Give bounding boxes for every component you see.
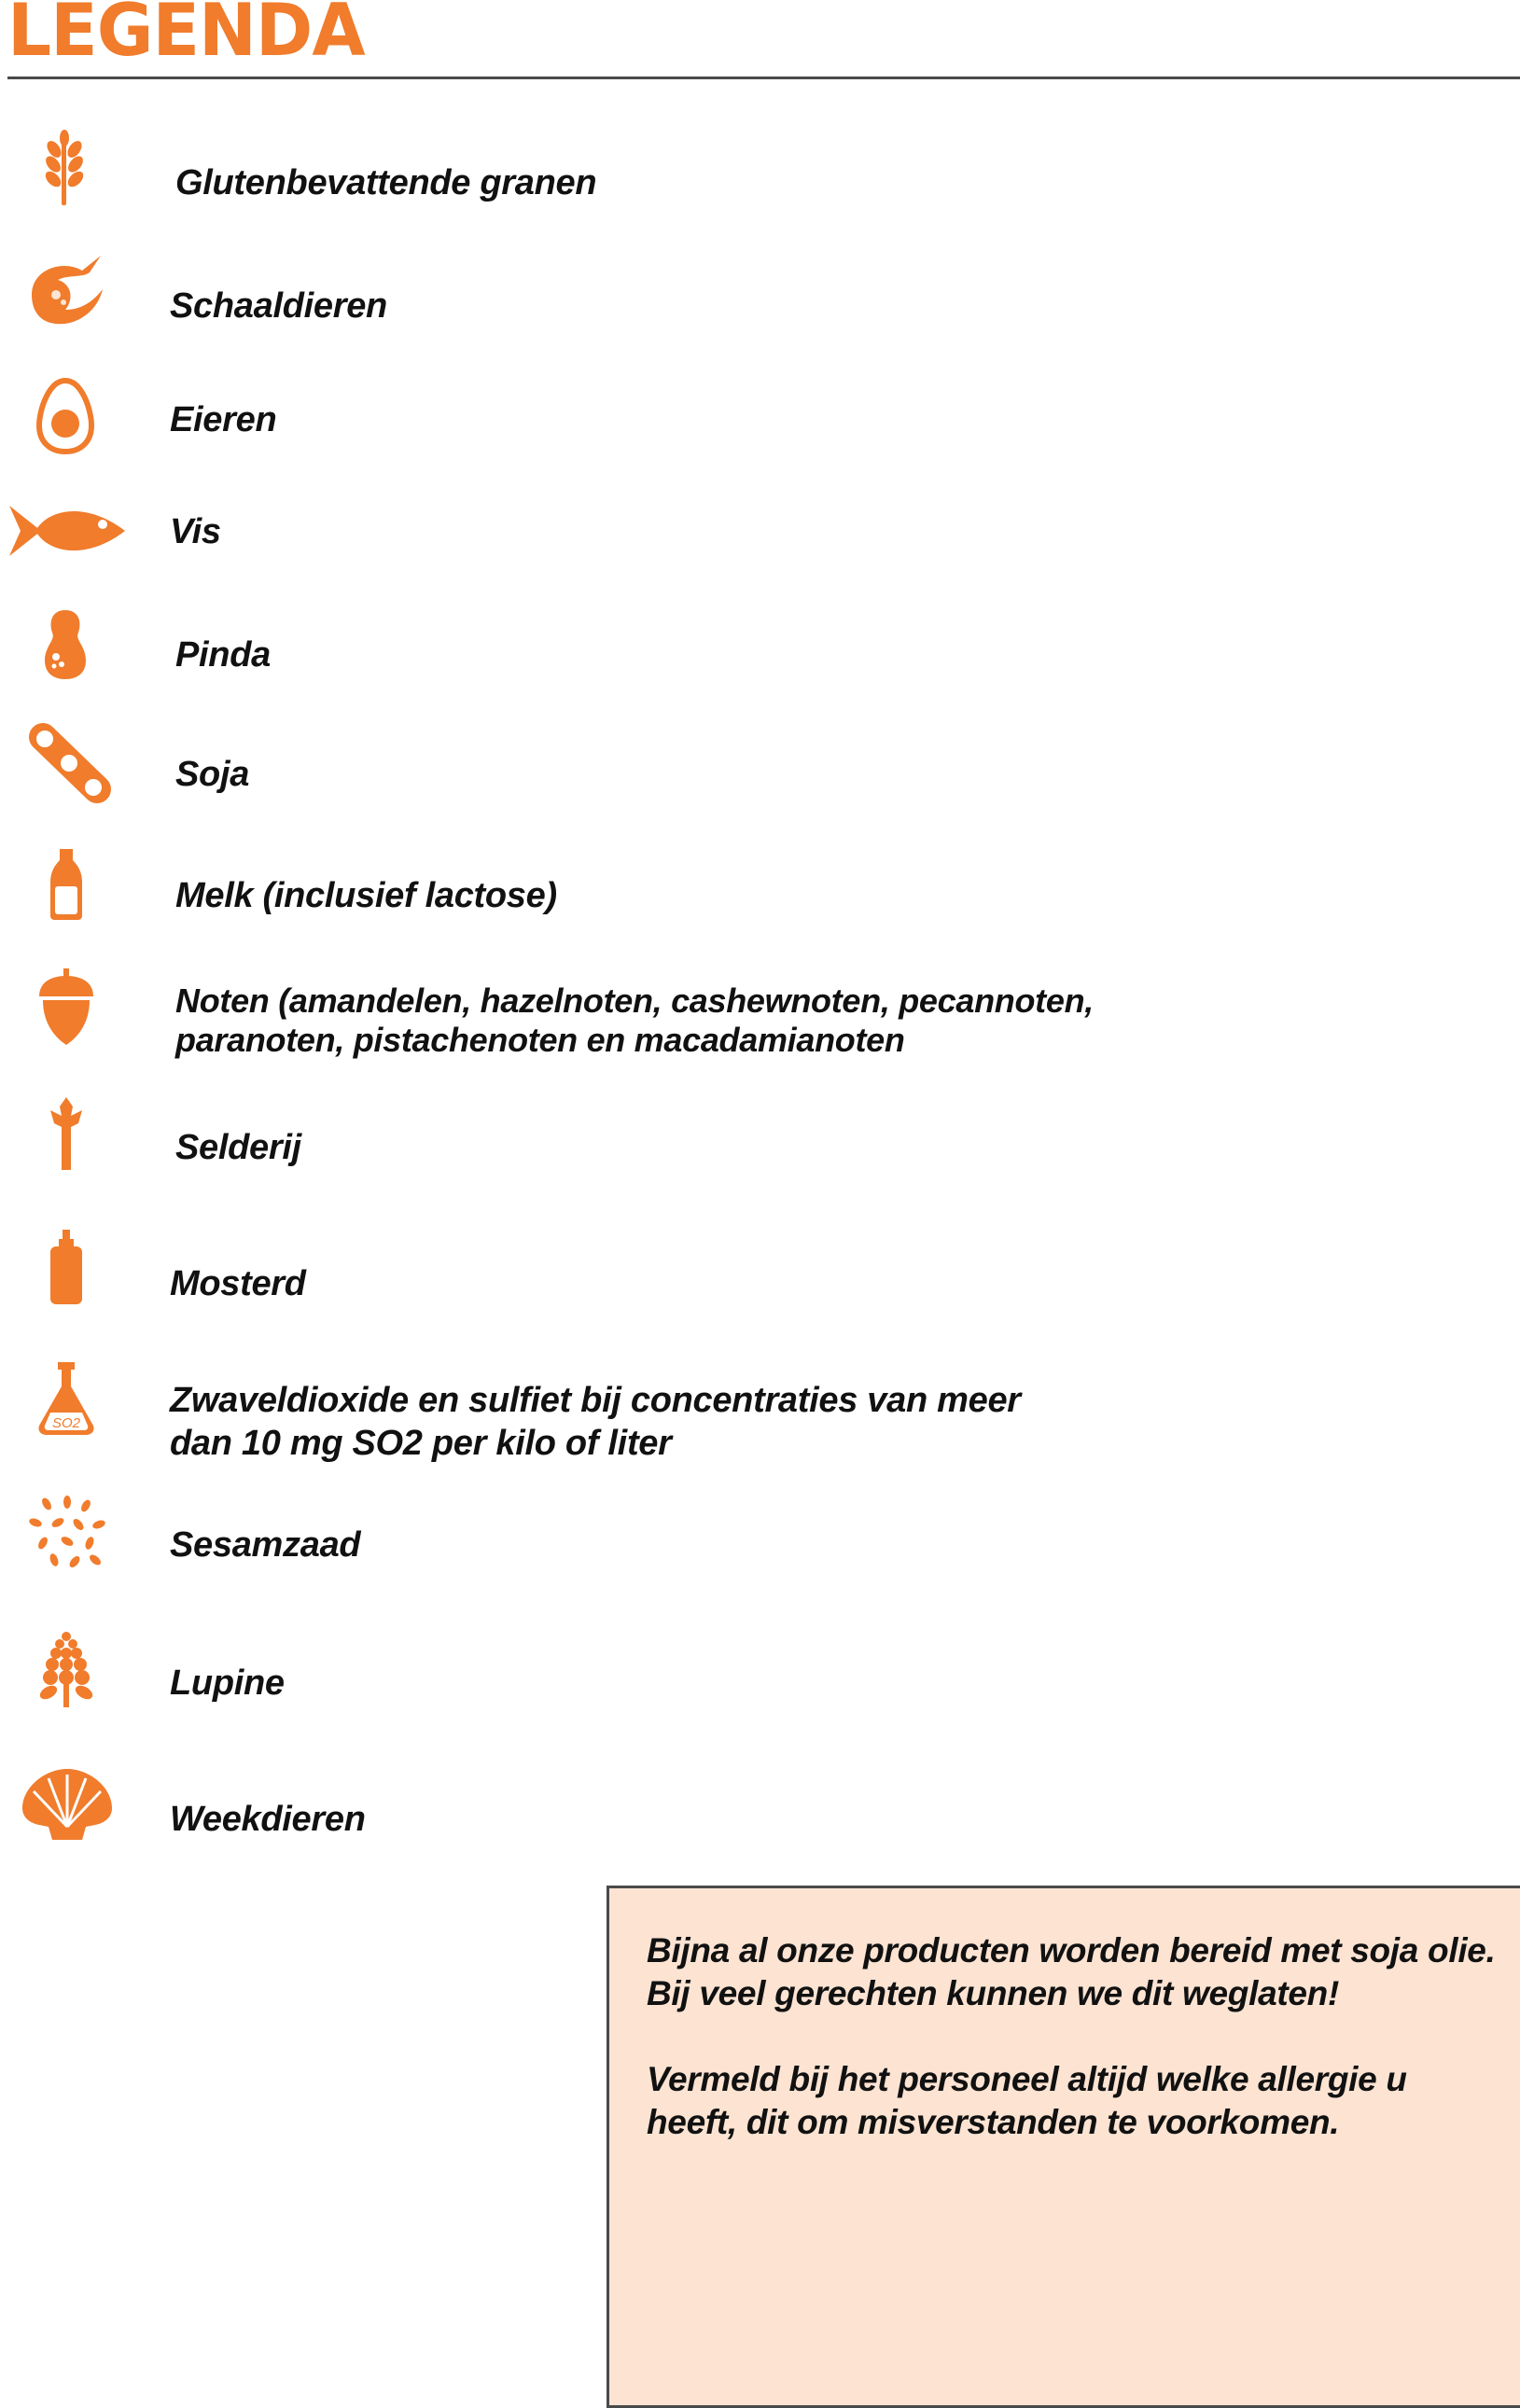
acorn-icon	[35, 968, 97, 1045]
allergen-row-celery	[0, 1097, 1520, 1167]
allergen-row-sesame	[0, 1498, 1520, 1565]
celery-icon	[45, 1097, 88, 1170]
milk-bottle-icon	[49, 847, 84, 920]
notice-paragraph: Vermeld bij het personeel altijd welke allergie u heeft, dit om misverstanden te voorkomen.	[647, 2060, 1407, 2141]
svg-text:SO2: SO2	[51, 1415, 81, 1431]
shell-icon	[21, 1765, 114, 1844]
peanut-icon	[43, 608, 88, 679]
allergen-row-sulphite	[0, 1360, 1520, 1463]
egg-icon	[35, 377, 95, 455]
allergen-row-shellfish	[0, 252, 1520, 326]
allergen-label: Eieren	[170, 400, 277, 439]
allergen-label: Noten (amandelen, hazelnoten, cashewnoten, pecannoten, paranoten, pistachenoten en macadamianoten	[175, 981, 1094, 1059]
allergen-row-peanut	[0, 608, 1520, 675]
title-divider	[7, 77, 1520, 79]
allergen-label: Sesamzaad	[170, 1525, 361, 1565]
allergen-row-molluscs	[0, 1765, 1520, 1839]
notice-paragraph: Bijna al onze producten worden bereid met soja olie. Bij veel gerechten kunnen we dit weglaten!	[647, 1931, 1496, 2012]
sesame-seeds-icon	[30, 1498, 105, 1569]
allergen-row-gluten	[0, 131, 1520, 202]
soybean-icon	[32, 726, 106, 800]
allergen-label: Selderij	[175, 1128, 301, 1167]
allergen-label: Schaaldieren	[170, 286, 387, 326]
allergen-label: Zwaveldioxide en sulfiet bij concentraties van meer dan 10 mg SO2 per kilo of liter	[170, 1381, 1021, 1463]
allergen-label: Lupine	[170, 1663, 285, 1703]
allergen-label: Pinda	[175, 635, 271, 675]
flask-so2-icon	[35, 1360, 97, 1437]
wheat-icon	[35, 131, 93, 205]
shrimp-icon	[26, 252, 105, 330]
allergen-label: Glutenbevattende granen	[175, 163, 597, 202]
allergen-label: Mosterd	[170, 1264, 306, 1303]
allergen-row-lupine	[0, 1631, 1520, 1703]
allergen-label: Melk (inclusief lactose)	[175, 876, 557, 915]
fish-icon	[7, 502, 127, 560]
allergen-label: Soja	[175, 755, 250, 794]
allergen-row-soy	[0, 726, 1520, 794]
lupine-icon	[35, 1631, 97, 1707]
allergen-row-mustard	[0, 1230, 1520, 1303]
allergen-row-egg	[0, 377, 1520, 439]
allergen-row-fish	[0, 502, 1520, 551]
allergen-label: Vis	[170, 512, 221, 551]
allergy-notice-box	[607, 1886, 1520, 2408]
allergen-row-milk	[0, 847, 1520, 915]
page-title: LEGENDA	[7, 0, 365, 74]
mustard-bottle-icon	[49, 1230, 84, 1304]
allergen-row-nuts	[0, 968, 1520, 1059]
allergen-label: Weekdieren	[170, 1800, 366, 1839]
